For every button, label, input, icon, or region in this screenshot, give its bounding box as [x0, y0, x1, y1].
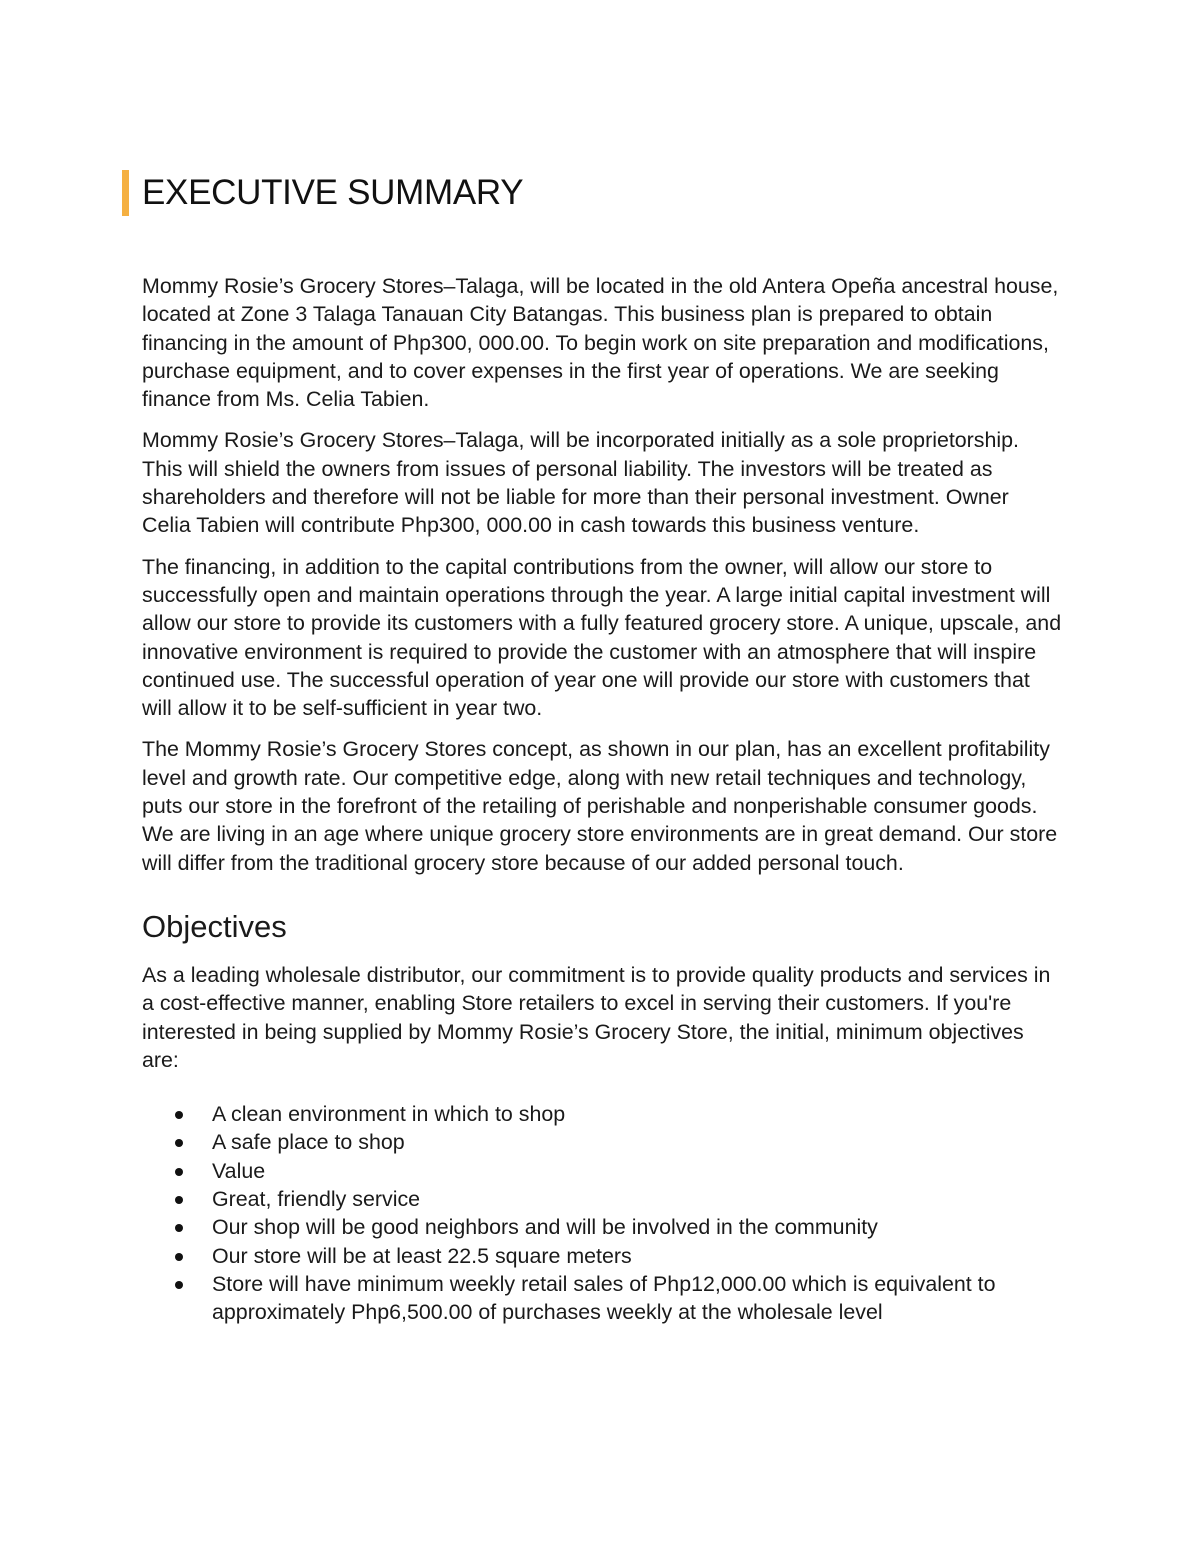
page-title: EXECUTIVE SUMMARY — [142, 173, 524, 212]
list-item: Our store will be at least 22.5 square meters — [212, 1242, 1062, 1270]
heading-accent-bar — [122, 170, 129, 216]
list-item: Great, friendly service — [212, 1185, 1062, 1213]
summary-paragraph: The Mommy Rosie’s Grocery Stores concept, as shown in our plan, has an excellent profitability level and growth rate. Our competitive edge, along with new retail techniques and technology, puts our store in the forefront of the retailing of perishable and nonperishable consumer goods. We are living in an age where unique grocery store environments are in great demand. Our store will differ from the traditional grocery store because of our added personal touch. — [142, 737, 1058, 875]
objectives-intro: As a leading wholesale distributor, our commitment is to provide quality products and services in a cost-effective manner, enabling Store retailers to excel in serving their customers. If you're interested in being supplied by Mommy Rosie’s Grocery Store, the initial, minimum objectives are: — [142, 962, 1051, 1072]
list-item: Value — [212, 1157, 1062, 1185]
summary-paragraph: Mommy Rosie’s Grocery Stores–Talaga, will be incorporated initially as a sole proprietorship. This will shield the owners from issues of personal liability. The investors will be treated as shareholders and therefore will not be liable for more than their personal investment. Owner Celia Tabien will contribute Php300, 000.00 in cash towards this business venture. — [142, 428, 1019, 538]
list-item: A safe place to shop — [212, 1128, 1062, 1156]
list-item: Store will have minimum weekly retail sales of Php12,000.00 which is equivalent to approximately Php6,500.00 of purchases weekly at the wholesale level — [212, 1270, 1062, 1327]
summary-paragraph: The financing, in addition to the capital contributions from the owner, will allow our store to successfully open and maintain operations through the year. A large initial capital investment will allow our store to provide its customers with a fully featured grocery store. A unique, upscale, and innovative environment is required to provide the customer with an atmosphere that will inspire continued use. The successful operation of year one will provide our store with customers that will allow it to be self-sufficient in year two. — [142, 554, 1062, 721]
document-body — [142, 272, 1062, 1327]
executive-summary-heading — [122, 170, 523, 216]
summary-paragraph: Mommy Rosie’s Grocery Stores–Talaga, will be located in the old Antera Opeña ancestral house, located at Zone 3 Talaga Tanauan City Batangas. This business plan is prepared to obtain financing in the amount of Php300, 000.00. To begin work on site preparation and modifications, purchase equipment, and to cover expenses in the first year of operations. We are seeking finance from Ms. Celia Tabien. — [142, 274, 1059, 412]
list-item: A clean environment in which to shop — [212, 1100, 1062, 1128]
objectives-list — [142, 1100, 1062, 1326]
list-item: Our shop will be good neighbors and will be involved in the community — [212, 1213, 1062, 1241]
objectives-heading: Objectives — [142, 908, 287, 944]
